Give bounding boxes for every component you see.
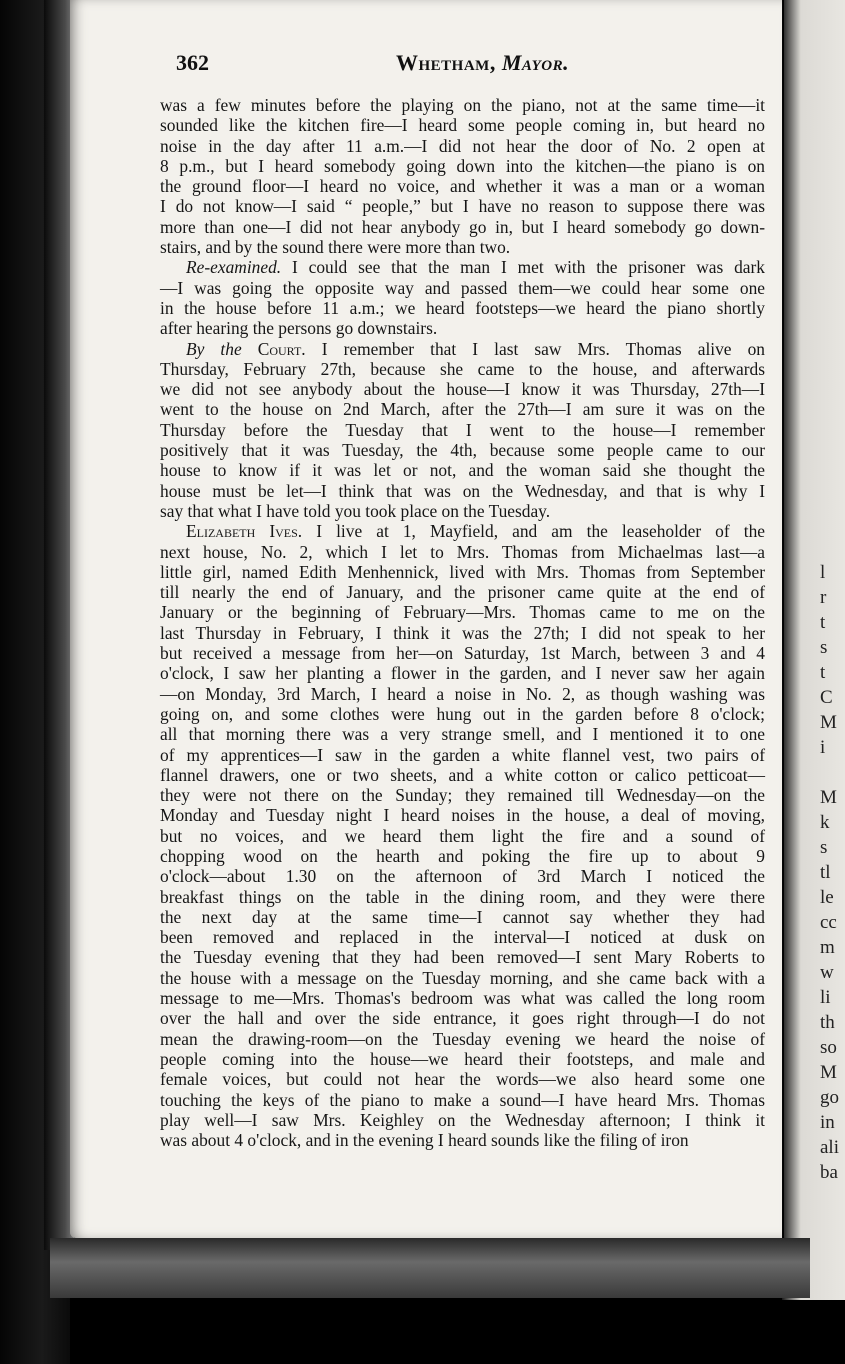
text-line-content: —on Monday, 3rd March, I heard a noise in No. 2, as though washing was <box>160 683 765 704</box>
text-line-content: house must be let—I think that was on the Wednesday, and that is why I <box>160 480 765 501</box>
adjacent-fragment: so <box>820 1037 837 1058</box>
text-line <box>160 318 765 338</box>
text-line-content: in the house before 11 a.m.; we heard footsteps—we heard the piano shortly <box>160 297 765 318</box>
text-line <box>160 237 765 257</box>
page-header <box>176 50 776 80</box>
text-line-content: was about 4 o'clock, and in the evening I heard sounds like the filing of iron <box>160 1130 689 1151</box>
text-line-content: play well—I saw Mrs. Keighley on the Wednesday afternoon; I think it <box>160 1109 765 1130</box>
text-line <box>160 1049 765 1069</box>
text-line-content: after hearing the persons go downstairs. <box>160 318 438 339</box>
text-line <box>160 501 765 521</box>
text-line <box>160 298 765 318</box>
text-line-content: the next day at the same time—I cannot say whether they had <box>160 906 765 927</box>
text-line <box>160 420 765 440</box>
text-line <box>160 1008 765 1028</box>
adjacent-fragment: li <box>820 987 831 1008</box>
adjacent-fragment: tl <box>820 862 831 883</box>
text-line-content: Thursday, February 27th, because she came to the house, and afterwards <box>160 358 765 379</box>
adjacent-fragment: l <box>820 562 826 583</box>
text-line-content: breakfast things on the table in the dining room, and they were there <box>160 886 765 907</box>
adjacent-fragment: le <box>820 887 834 908</box>
text-line <box>160 846 765 866</box>
paragraph-lead: Re-examined. <box>186 257 282 278</box>
text-line-content: 8 p.m., but I heard somebody going down into the kitchen—the piano is on <box>160 155 765 176</box>
adjacent-fragment: w <box>820 962 834 983</box>
text-line-content: we did not see anybody about the house—I know it was Thursday, 27th—I <box>160 379 765 400</box>
text-line-content: they were not there on the Sunday; they remained till Wednesday—on the <box>160 785 765 806</box>
adjacent-fragment: ba <box>820 1162 838 1183</box>
paragraph-lead: Elizabeth Ives. <box>186 521 303 542</box>
text-line <box>160 1110 765 1130</box>
paragraph-p3 <box>160 339 765 522</box>
text-line-content: I remember that I last saw Mrs. Thomas alive on <box>321 338 765 359</box>
adjacent-fragment: s <box>820 837 828 858</box>
text-line-content: till nearly the end of January, and the prisoner came quite at the end of <box>160 582 765 603</box>
text-line <box>160 379 765 399</box>
adjacent-fragment <box>820 760 845 785</box>
adjacent-fragment: cc <box>820 912 837 933</box>
text-line <box>160 278 765 298</box>
text-line-content: mean the drawing-room—on the Tuesday evening we heard the noise of <box>160 1028 765 1049</box>
adjacent-fragment: r <box>820 587 827 608</box>
text-line-content: more than one—I did not hear anybody go in, but I heard somebody go down- <box>160 216 765 237</box>
text-line <box>160 95 765 115</box>
text-line-content: last Thursday in February, I think it was the 27th; I did not speak to her <box>160 622 765 643</box>
paragraph-p4 <box>160 521 765 1150</box>
adjacent-fragment: i <box>820 737 826 758</box>
text-line <box>160 745 765 765</box>
text-line <box>160 866 765 886</box>
text-line-content: I do not know—I said “ people,” but I have no reason to suppose there was <box>160 196 765 217</box>
text-line-content: was a few minutes before the playing on the piano, not at the same time—it <box>160 95 765 115</box>
text-line-content: o'clock, I saw her planting a flower in the garden, and I never saw her again <box>160 663 765 684</box>
text-line <box>160 217 765 237</box>
text-line-content: the house with a message on the Tuesday morning, and she came back with a <box>160 967 765 988</box>
text-line-content: noise in the day after 11 a.m.—I did not hear the door of No. 2 open at <box>160 135 765 156</box>
text-line-content: flannel drawers, one or two sheets, and a white cotton or calico petticoat— <box>160 764 765 785</box>
text-line-content: over the hall and over the side entrance, it goes right through—I do not <box>160 1008 765 1029</box>
text-line <box>160 602 765 622</box>
document-body <box>160 95 765 1150</box>
text-line-content: female voices, but could not hear the words—we also heard some one <box>160 1069 765 1090</box>
text-line-content: the Tuesday evening that they had been removed—I sent Mary Roberts to <box>160 947 765 968</box>
text-line <box>160 947 765 967</box>
text-line <box>160 460 765 480</box>
text-line <box>160 643 765 663</box>
page-bottom-edge <box>50 1238 810 1298</box>
paragraph-lead: By the <box>186 338 242 359</box>
adjacent-fragment: M <box>820 712 837 733</box>
text-line-content: the ground floor—I heard no voice, and whether it was a man or a woman <box>160 176 765 197</box>
text-line <box>160 115 765 135</box>
text-line-content: house to know if it was let or not, and the woman said she thought the <box>160 460 765 481</box>
text-line <box>160 562 765 582</box>
text-line-content: went to the house on 2nd March, after the 27th—I am sure it was on the <box>160 399 765 420</box>
text-line <box>160 481 765 501</box>
paragraph-p1 <box>160 95 765 257</box>
text-line-content: touching the keys of the piano to make a sound—I have heard Mrs. Thomas <box>160 1089 765 1110</box>
text-line-content: January or the beginning of February—Mrs. Thomas came to me on the <box>160 602 765 623</box>
text-line-content: little girl, named Edith Menhennick, lived with Mrs. Thomas from September <box>160 561 765 582</box>
text-line <box>160 440 765 460</box>
text-line <box>160 257 765 277</box>
text-line <box>160 988 765 1008</box>
text-line <box>160 136 765 156</box>
adjacent-fragment: C <box>820 687 833 708</box>
text-line <box>160 399 765 419</box>
adjacent-fragment: t <box>820 612 826 633</box>
text-line <box>160 582 765 602</box>
adjacent-fragment: in <box>820 1112 835 1133</box>
text-line-content: next house, No. 2, which I let to Mrs. Thomas from Michaelmas last—a <box>160 541 765 562</box>
adjacent-fragment: s <box>820 637 828 658</box>
text-line <box>160 785 765 805</box>
text-line <box>160 684 765 704</box>
adjacent-fragment: th <box>820 1012 835 1033</box>
adjacent-fragment: go <box>820 1087 839 1108</box>
text-line-content: been removed and replaced in the interval—I noticed at dusk on <box>160 927 765 948</box>
paragraph-lead-court: Court. <box>257 338 306 359</box>
text-line <box>160 176 765 196</box>
page-number: 362 <box>176 50 209 75</box>
adjacent-fragment: t <box>820 662 826 683</box>
text-line <box>160 1090 765 1110</box>
text-line <box>160 1130 765 1150</box>
text-line-content: o'clock—about 1.30 on the afternoon of 3rd March I noticed the <box>160 866 765 887</box>
text-line-content: —I was going the opposite way and passed them—we could hear some one <box>160 277 765 298</box>
text-line-content: positively that it was Tuesday, the 4th, because some people came to our <box>160 440 765 461</box>
adjacent-page-text-fragments <box>820 560 845 1185</box>
text-line <box>160 1029 765 1049</box>
paragraph-p2 <box>160 257 765 338</box>
text-line-content: but received a message from her—on Saturday, 1st March, between 3 and 4 <box>160 643 765 664</box>
adjacent-fragment: k <box>820 812 830 833</box>
adjacent-fragment: M <box>820 787 837 808</box>
text-line-content: Monday and Tuesday night I heard noises in the house, a deal of moving, <box>160 805 765 826</box>
text-line-content: all that morning there was a very strange smell, and I mentioned it to one <box>160 724 765 745</box>
text-line <box>160 765 765 785</box>
text-line <box>160 968 765 988</box>
text-line <box>160 1069 765 1089</box>
text-line-content: going on, and some clothes were hung out in the garden before 8 o'clock; <box>160 703 765 724</box>
running-title <box>396 50 569 76</box>
text-line <box>160 826 765 846</box>
text-line <box>160 704 765 724</box>
text-line <box>160 156 765 176</box>
text-line-content: Thursday before the Tuesday that I went to the house—I remember <box>160 419 765 440</box>
text-line <box>160 196 765 216</box>
text-line <box>160 887 765 907</box>
text-line <box>160 724 765 744</box>
text-line-content: stairs, and by the sound there were more than two. <box>160 237 511 258</box>
text-line <box>160 927 765 947</box>
text-line <box>160 339 765 359</box>
text-line-content: of my apprentices—I saw in the garden a white flannel vest, two pairs of <box>160 744 765 765</box>
adjacent-fragment: m <box>820 937 835 958</box>
text-line-content: sounded like the kitchen fire—I heard some people coming in, but heard no <box>160 115 765 136</box>
text-line <box>160 907 765 927</box>
text-line-content: I could see that the man I met with the prisoner was dark <box>291 257 765 278</box>
running-title-name: Whetham, <box>396 50 496 75</box>
text-line-content: people coming into the house—we heard their footsteps, and male and <box>160 1048 765 1069</box>
text-line <box>160 521 765 541</box>
text-line-content: message to me—Mrs. Thomas's bedroom was what was called the long room <box>160 988 765 1009</box>
running-title-role: Mayor. <box>501 50 570 75</box>
text-line-content: chopping wood on the hearth and poking the fire up to about 9 <box>160 845 765 866</box>
text-line <box>160 663 765 683</box>
text-line-content: but no voices, and we heard them light the fire and a sound of <box>160 825 765 846</box>
text-line <box>160 542 765 562</box>
text-line <box>160 805 765 825</box>
text-line-content: I live at 1, Mayfield, and am the leaseholder of the <box>316 521 765 542</box>
adjacent-fragment: ali <box>820 1137 839 1158</box>
text-line <box>160 623 765 643</box>
text-line <box>160 359 765 379</box>
text-line-content: say that what I have told you took place on the Tuesday. <box>160 500 551 521</box>
adjacent-fragment: M <box>820 1062 837 1083</box>
